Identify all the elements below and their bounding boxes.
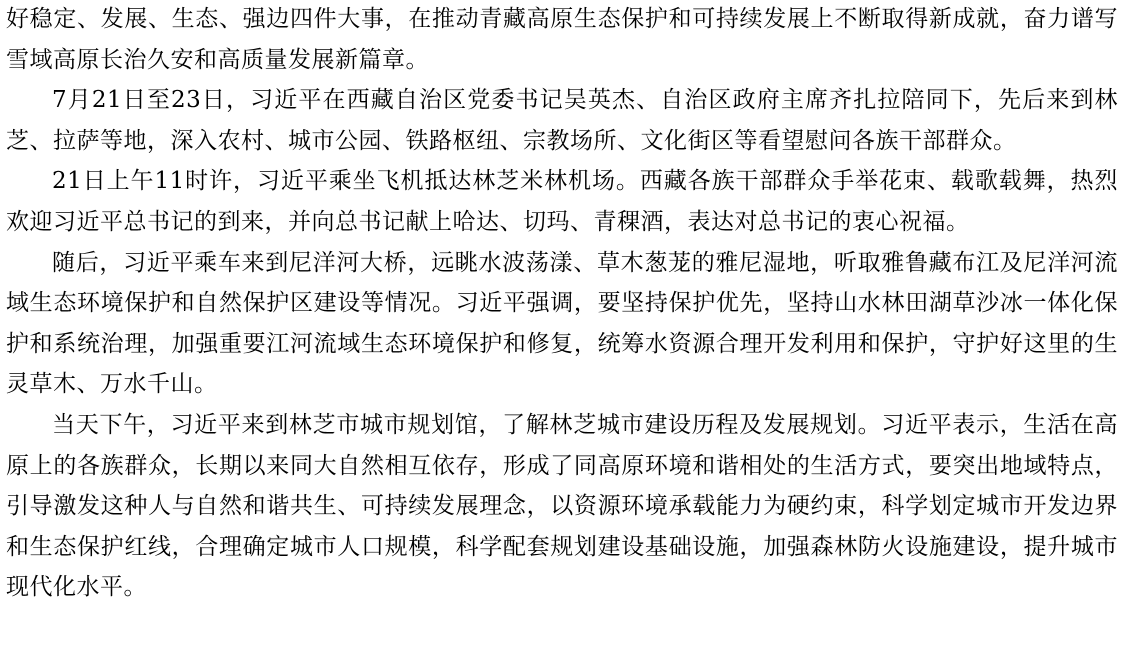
paragraph-city-planning-hall: 当天下午，习近平来到林芝市城市规划馆，了解林芝城市建设历程及发展规划。习近平表示，生活在高原上的各族群众，长期以来同大自然相互依存，形成了同高原环境和谐相处的生活方式，要突出地域特点，引导激发这种人与自然和谐共生、可持续发展理念，以资源环境承载能力为硬约束，科学划定城市开发边界和生态保护红线，合理确定城市人口规模，科学配套规划建设基础设施，加强森林防火设施建设，提升城市现代化水平。 xyxy=(6,411,1118,601)
paragraph-arrival-linzhi: 21日上午11时许，习近平乘坐飞机抵达林芝米林机场。西藏各族干部群众手举花束、载歌载舞，热烈欢迎习近平总书记的到来，并向总书记献上哈达、切玛、青稞酒，表达对总书记的衷心祝福。 xyxy=(6,168,1118,235)
paragraph-visit-overview: 7月21日至23日，习近平在西藏自治区党委书记吴英杰、自治区政府主席齐扎拉陪同下，先后来到林芝、拉萨等地，深入农村、城市公园、铁路枢纽、宗教场所、文化街区等看望慰问各族干部群众。 xyxy=(6,87,1118,154)
paragraph-continued: 好稳定、发展、生态、强边四件大事，在推动青藏高原生态保护和可持续发展上不断取得新成就，奋力谱写雪域高原长治久安和高质量发展新篇章。 xyxy=(6,6,1118,73)
paragraph-nyang-river-bridge: 随后，习近平乘车来到尼洋河大桥，远眺水波荡漾、草木葱茏的雅尼湿地，听取雅鲁藏布江及尼洋河流域生态环境保护和自然保护区建设等情况。习近平强调，要坚持保护优先，坚持山水林田湖草沙冰一体化保护和系统治理，加强重要江河流域生态环境保护和修复，统筹水资源合理开发利用和保护，守护好这里的生灵草木、万水千山。 xyxy=(6,249,1118,398)
